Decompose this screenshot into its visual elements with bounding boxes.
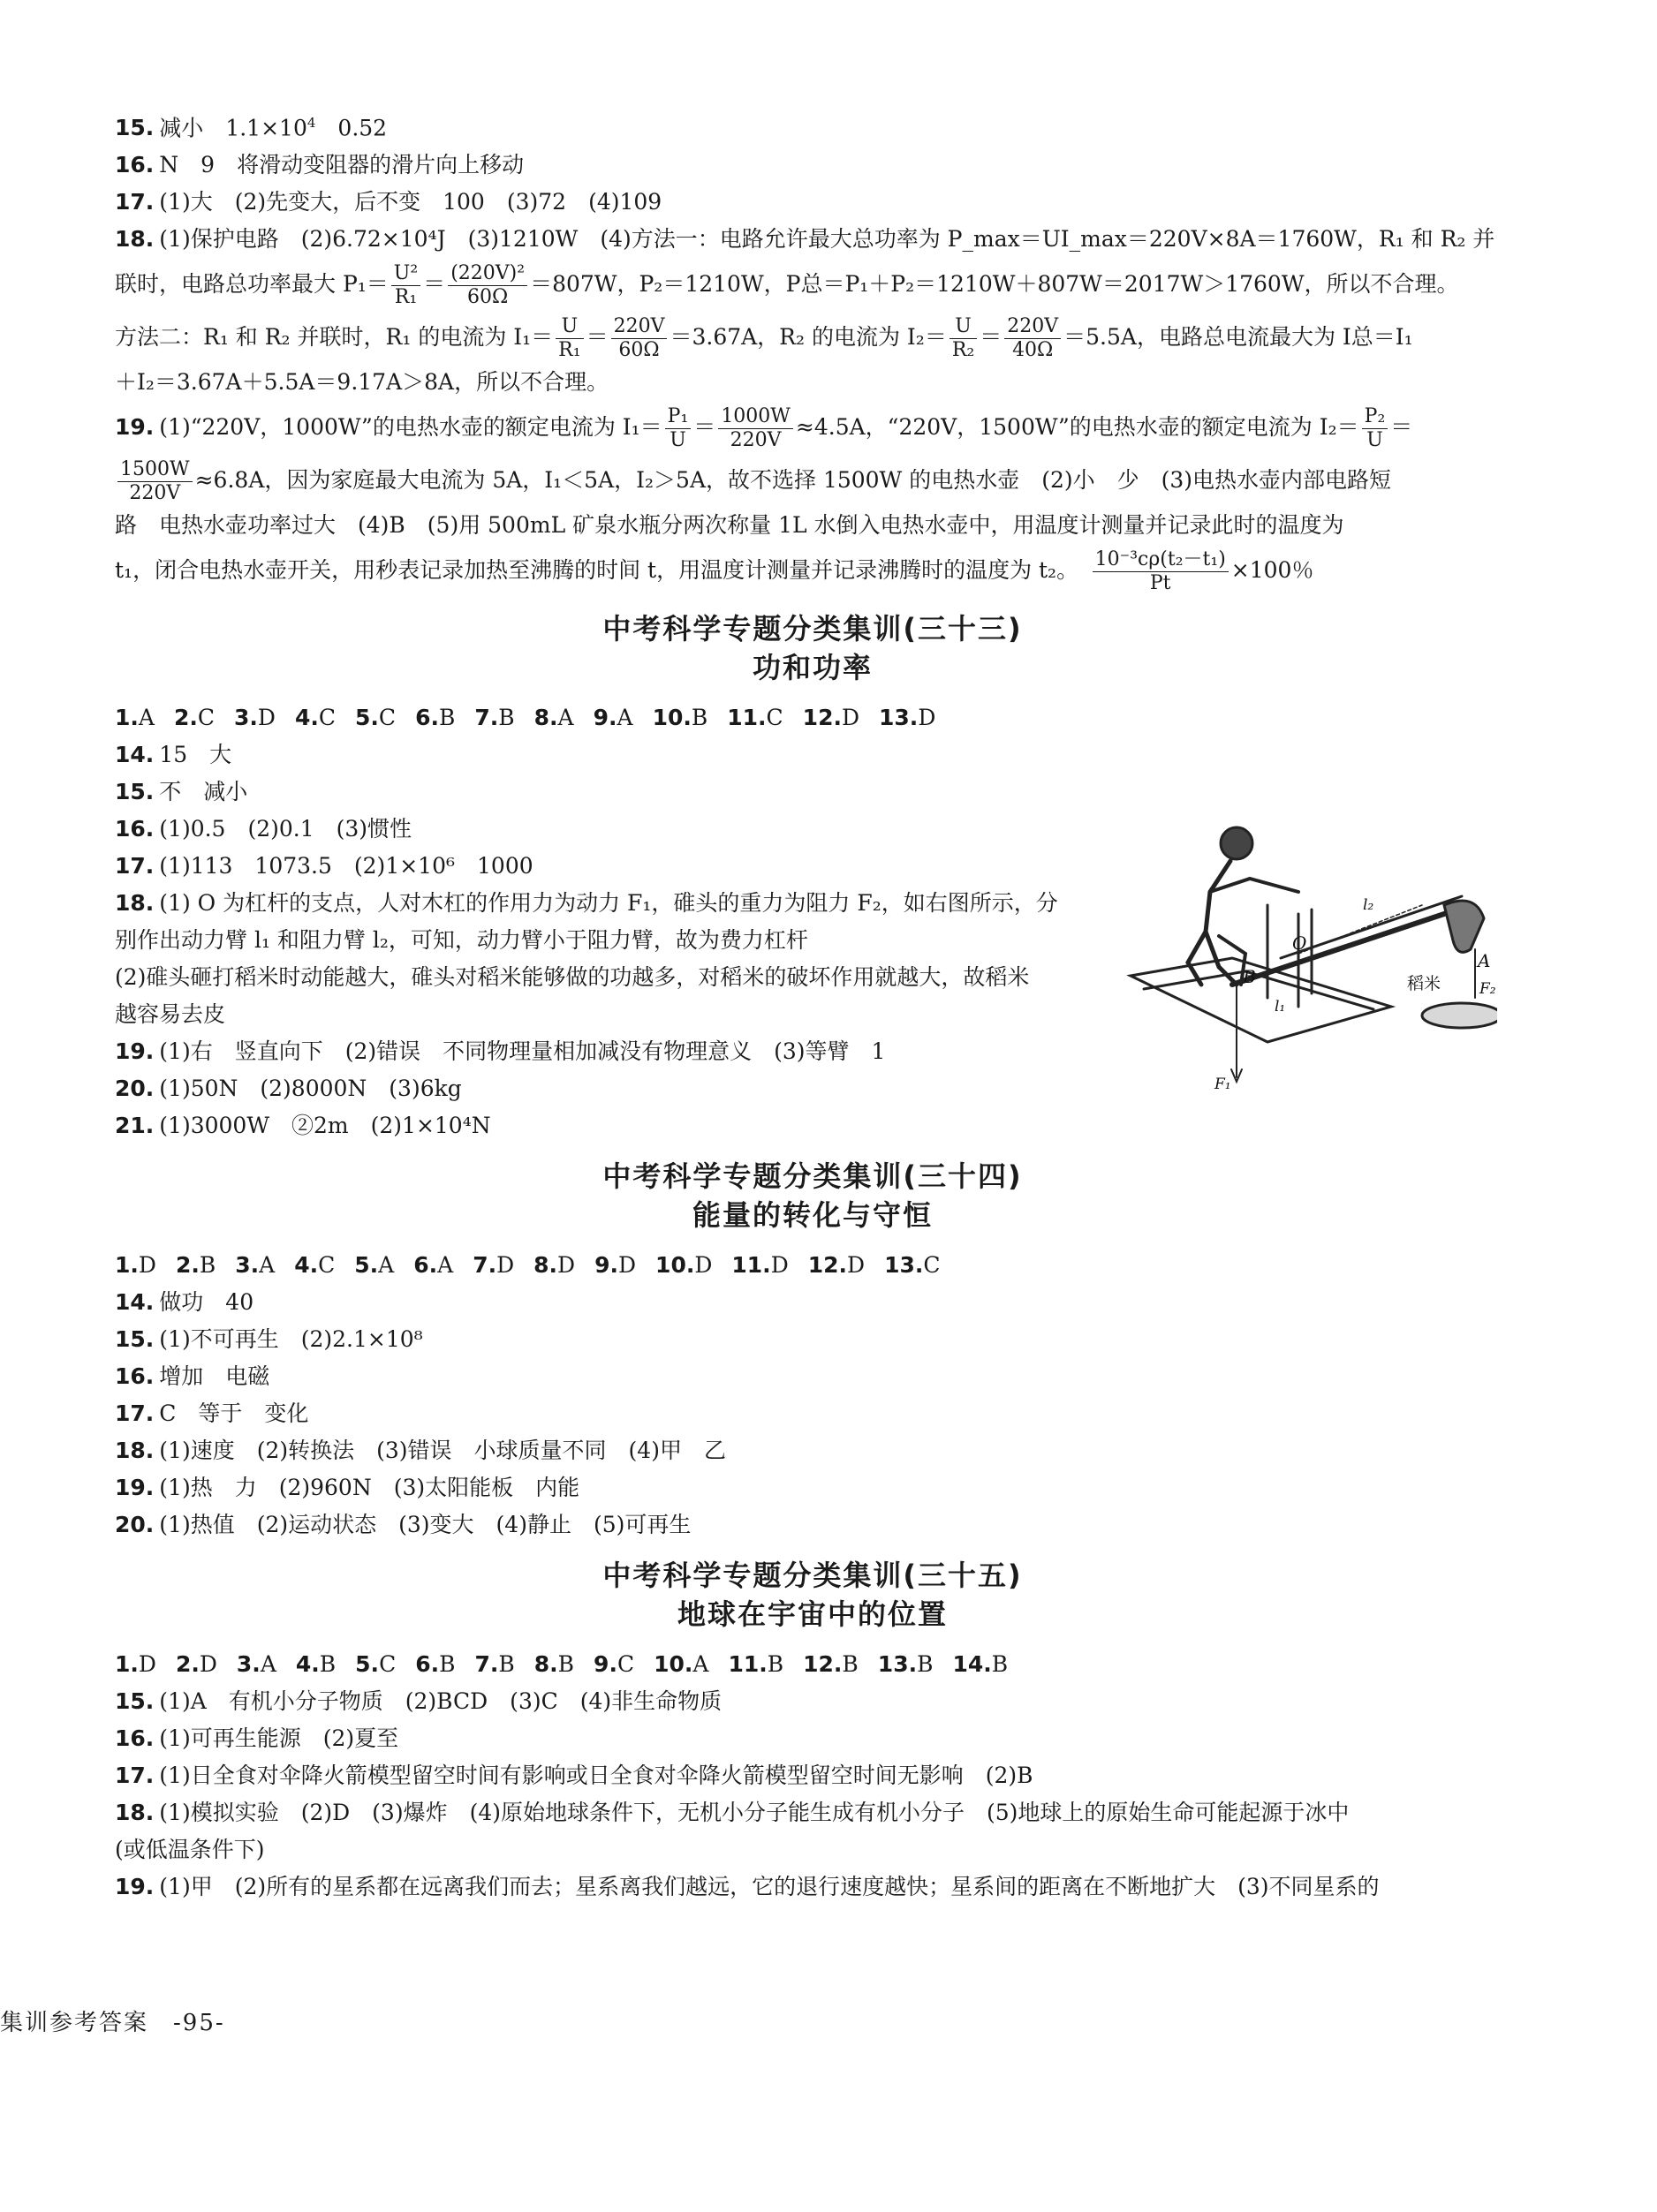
mcq-item: 7.D	[473, 1252, 515, 1279]
mcq-answers	[115, 1646, 1510, 1683]
mcq-item: 12.B	[803, 1651, 859, 1678]
pounder-illustration	[1126, 808, 1497, 1099]
mcq-item: 11.D	[731, 1252, 789, 1279]
mcq-item: 3.D	[234, 705, 276, 731]
mcq-item: 2.D	[175, 1651, 217, 1678]
mcq-item: 11.B	[728, 1651, 784, 1678]
mcq-item: 5.A	[354, 1252, 395, 1279]
label-rice: 稻米	[1407, 974, 1441, 993]
section-title: 中考科学专题分类集训(三十五)	[602, 1559, 1023, 1593]
mcq-item: 6.B	[415, 705, 456, 731]
answer-18-line2: (或低温条件下)	[115, 1837, 265, 1863]
fraction: $\frac{\text{P₁}}{U}$	[665, 405, 692, 452]
mcq-item: 6.A	[413, 1252, 454, 1279]
label-a: A	[1478, 950, 1491, 971]
mcq-item: 12.D	[802, 705, 860, 731]
mcq-answers	[115, 699, 1510, 736]
page-footer: 集训参考答案 -95-	[0, 2010, 225, 2036]
mcq-item: 3.A	[235, 1252, 276, 1279]
mcq-item: 8.D	[533, 1252, 576, 1279]
answer-15: 15. 不 减小	[115, 779, 248, 805]
mcq-item: 13.B	[877, 1651, 934, 1678]
answer-19-line3: 路 电热水壶功率过大 (4)B (5)用 500mL 矿泉水瓶分两次称量 1L 水倒入电热水壶中，用温度计测量并记录此时的温度为	[115, 512, 1344, 539]
answer-18-line4: ＋I₂＝3.67A＋5.5A＝9.17A＞8A，所以不合理。	[115, 369, 609, 396]
answer-18-line1: 18. (1) O 为杠杆的支点，人对木杠的作用力为动力 F₁，碓头的重力为阻力 F₂，如右图所示，分	[115, 890, 1058, 917]
fraction: $\frac{1000W}{220V}$	[718, 405, 793, 452]
fraction: $\frac{\text{U²}}{\text{R₁}}$	[391, 262, 420, 309]
answer-18-line2: 别作出动力臂 l₁ 和阻力臂 l₂，可知，动力臂小于阻力臂，故为费力杠杆	[115, 927, 808, 954]
answer-19: 19. (1)热 力 (2)960N (3)太阳能板 内能	[115, 1475, 580, 1501]
answer-20: 20. (1)50N (2)8000N (3)6kg	[115, 1076, 462, 1102]
mcq-item: 9.A	[593, 705, 633, 731]
answer-19-line4: t₁，闭合电热水壶开关，用秒表记录加热至沸腾的时间 t，用温度计测量并记录沸腾时的温度为 t₂。 $\frac{\text{10⁻³cρ(t₂－t₁)}}{Pt}$ ×100％	[115, 548, 1314, 595]
answer-14: 14. 15 大	[115, 742, 232, 768]
mcq-item: 13.C	[884, 1252, 941, 1279]
answer-18-line2: 联时，电路总功率最大 P₁＝ $\frac{\text{U²}}{\text{R₁}}$ ＝ $\frac{\text{(220V)²}}{60\Omega}$ ＝807W，P₂＝1210W，P总＝P₁＋P₂＝1210W＋807W＝2017W＞1760W，所以不合理。	[115, 262, 1459, 309]
label-f1: F₁	[1214, 1076, 1231, 1093]
answer-19-line2: $\frac{1500W}{220V}$ ≈6.8A，因为家庭最大电流为 5A，I₁＜5A，I₂＞5A，故不选择 1500W 的电热水壶 (2)小 少 (3)电热水壶内部电路短	[115, 454, 1510, 507]
section-subtitle: 功和功率	[752, 651, 873, 685]
mcq-item: 3.A	[236, 1651, 276, 1678]
mcq-item: 13.D	[879, 705, 936, 731]
mcq-item: 10.A	[654, 1651, 709, 1678]
label-o: O	[1292, 932, 1307, 954]
mcq-answers	[115, 1247, 1510, 1284]
fraction: $\frac{220V}{40\Omega}$	[1004, 315, 1061, 362]
fraction: $\frac{U}{\text{R₁}}$	[556, 315, 583, 362]
answer-21: 21. (1)3000W ②2m (2)1×10⁴N	[115, 1113, 491, 1139]
label-l2: l₂	[1363, 896, 1374, 914]
section-subtitle: 能量的转化与守恒	[692, 1198, 933, 1233]
fraction: $\frac{\text{P₂}}{U}$	[1362, 405, 1388, 452]
lever-figure	[1126, 808, 1497, 1099]
mcq-item: 1.D	[115, 1252, 156, 1279]
mcq-item: 10.D	[655, 1252, 713, 1279]
person-head	[1221, 827, 1252, 859]
answer-20: 20. (1)热值 (2)运动状态 (3)变大 (4)静止 (5)可再生	[115, 1512, 692, 1538]
section-title: 中考科学专题分类集训(三十四)	[602, 1159, 1023, 1194]
answer-15: 15. (1)A 有机小分子物质 (2)BCD (3)C (4)非生命物质	[115, 1688, 723, 1715]
answer-15: 15. (1)不可再生 (2)2.1×10⁸	[115, 1326, 423, 1353]
answer-17: 17. (1)大 (2)先变大，后不变 100 (3)72 (4)109	[115, 189, 662, 215]
mcq-item: 4.C	[294, 1252, 336, 1279]
answer-16: 16. 增加 电磁	[115, 1363, 270, 1390]
answer-19: 19. (1)右 竖直向下 (2)错误 不同物理量相加减没有物理意义 (3)等臂 1	[115, 1038, 886, 1065]
mcq-item: 9.D	[594, 1252, 637, 1279]
fraction: $\frac{\text{10⁻³cρ(t₂－t₁)}}{Pt}$	[1093, 548, 1229, 595]
answer-14: 14. 做功 40	[115, 1289, 254, 1316]
mcq-item: 4.B	[295, 1651, 337, 1678]
mcq-item: 8.A	[533, 705, 574, 731]
mcq-item: 7.B	[474, 705, 515, 731]
answer-16: 16. (1)可再生能源 (2)夏至	[115, 1725, 399, 1752]
mcq-item: 5.C	[355, 1651, 397, 1678]
mcq-item: 1.D	[115, 1651, 156, 1678]
answer-17: 17. (1)113 1073.5 (2)1×10⁶ 1000	[115, 853, 533, 880]
answer-18-line3: (2)碓头砸打稻米时动能越大，碓头对稻米能够做的功越多，对稻米的破坏作用就越大，故稻米	[115, 964, 1030, 991]
answer-18: 18. (1)速度 (2)转换法 (3)错误 小球质量不同 (4)甲 乙	[115, 1438, 726, 1464]
base-frame	[1131, 958, 1391, 1042]
fraction: $\frac{1500W}{220V}$	[117, 458, 193, 505]
answer-18-line4: 越容易去皮	[115, 1001, 226, 1028]
label-b: B	[1243, 966, 1256, 987]
mcq-item: 5.C	[355, 705, 397, 731]
fraction: $\frac{\text{(220V)²}}{60\Omega}$	[448, 262, 527, 309]
section-35	[115, 1556, 1510, 1906]
answer-16: 16. N 9 将滑动变阻器的滑片向上移动	[115, 152, 525, 178]
mcq-item: 9.C	[594, 1651, 635, 1678]
mcq-item: 14.B	[952, 1651, 1009, 1678]
section-title: 中考科学专题分类集训(三十三)	[602, 612, 1023, 646]
answer-17: 17. (1)日全食对伞降火箭模型留空时间有影响或日全食对伞降火箭模型留空时间无影响 (2)B	[115, 1763, 1033, 1789]
section-subtitle: 地球在宇宙中的位置	[677, 1597, 948, 1632]
mcq-item: 4.C	[294, 705, 337, 731]
mcq-item: 7.B	[474, 1651, 515, 1678]
mcq-item: 11.C	[727, 705, 783, 731]
answer-16: 16. (1)0.5 (2)0.1 (3)惯性	[115, 816, 412, 842]
answer-19-line1: 19. (1)“220V，1000W”的电热水壶的额定电流为 I₁＝ $\frac{\text{P₁}}{U}$ ＝ $\frac{1000W}{220V}$ ≈4.5A，“220V，1500W”的电热水壶的额定电流为 I₂＝ $\frac{\text{P₂}}{U}$ ＝	[115, 405, 1413, 452]
label-l1: l₁	[1275, 998, 1286, 1015]
answer-18-line1: 18. (1)保护电路 (2)6.72×10⁴J (3)1210W (4)方法一：电路允许最大总功率为 P_max＝UI_max＝220V×8A＝1760W，R₁ 和 R₂ 并	[115, 226, 1495, 253]
mcq-item: 12.D	[807, 1252, 866, 1279]
answer-18-line3: 方法二：R₁ 和 R₂ 并联时，R₁ 的电流为 I₁＝ $\frac{U}{\text{R₁}}$ ＝ $\frac{220V}{60\Omega}$ ＝3.67A，R₂ 的电流为 I₂＝ $\frac{U}{\text{R₂}}$ ＝ $\frac{220V}{40\Omega}$ ＝5.5A，电路总电流最大为 I总＝I₁	[115, 315, 1413, 362]
answer-15: 15. 减小 $1.1\times 10^4$ 0.52	[115, 115, 388, 141]
label-f2: F₂	[1479, 980, 1496, 998]
mcq-item: 10.B	[652, 705, 708, 731]
mcq-item: 2.B	[175, 1252, 216, 1279]
mcq-item: 6.B	[415, 1651, 456, 1678]
mcq-item: 8.B	[533, 1651, 575, 1678]
rice-bowl	[1422, 1003, 1497, 1028]
fraction: $\frac{220V}{60\Omega}$	[611, 315, 668, 362]
mcq-item: 2.C	[173, 705, 216, 731]
answer-19: 19. (1)甲 (2)所有的星系都在远离我们而去；星系离我们越远，它的退行速度越快；星系间的距离在不断地扩大 (3)不同星系的	[115, 1874, 1380, 1900]
mcq-item: 1.A	[115, 705, 155, 731]
section-34	[115, 1157, 1510, 1544]
answer-18-line1: 18. (1)模拟实验 (2)D (3)爆炸 (4)原始地球条件下，无机小分子能生成有机小分子 (5)地球上的原始生命可能起源于冰中	[115, 1800, 1350, 1826]
pestle-head	[1444, 901, 1484, 952]
fraction: $\frac{U}{\text{R₂}}$	[950, 315, 977, 362]
answer-17: 17. C 等于 变化	[115, 1400, 309, 1427]
